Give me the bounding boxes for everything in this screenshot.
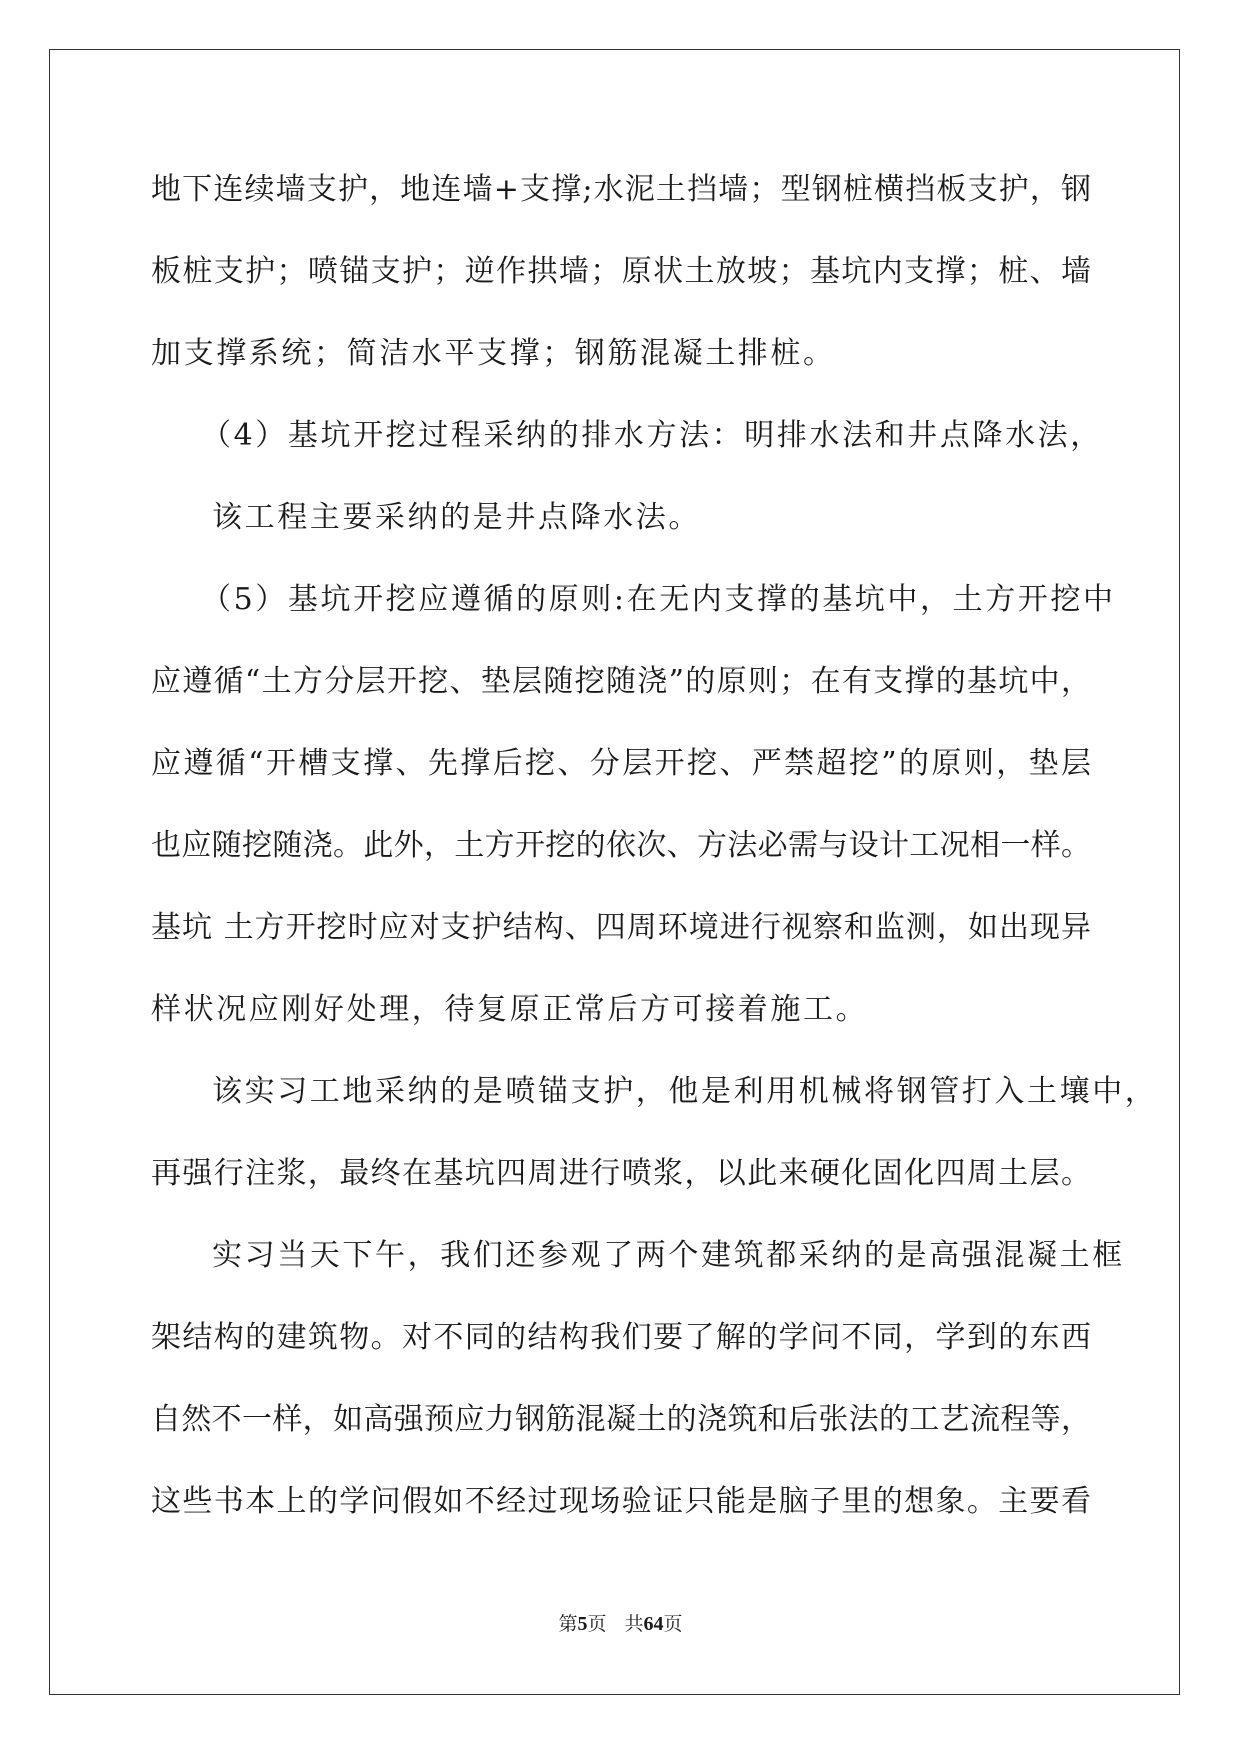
text-line: 该工程主要采纳的是井点降水法。 (212, 500, 701, 535)
text-line: 自然不一样，如高强预应力钢筋混凝土的浇筑和后张法的工艺流程等， (151, 1402, 1091, 1437)
text-line: 再强行注浆，最终在基坑四周进行喷浆，以此来硬化固化四周土层。 (151, 1156, 1091, 1191)
text-line: 这些书本上的学问假如不经过现场验证只能是脑子里的想象。主要看 (151, 1484, 1091, 1519)
text-line: 样状况应刚好处理，待复原正常后方可接着施工。 (151, 992, 869, 1027)
document-body (151, 162, 1158, 1556)
text-line: （5）基坑开挖应遵循的原则:在无内支撑的基坑中，土方开挖中 (201, 582, 1116, 617)
total-prefix: 共 (624, 1613, 644, 1635)
page-prefix: 第 (558, 1613, 578, 1635)
total-pages: 64 (643, 1613, 664, 1635)
text-line: 板桩支护；喷锚支护；逆作拱墙；原状土放坡；基坑内支撑；桩、墙 (151, 254, 1091, 289)
page-number: 5 (577, 1613, 588, 1635)
text-line: 基坑 土方开挖时应对支护结构、四周环境进行视察和监测，如出现异 (151, 910, 1091, 945)
text-line: 也应随挖随浇。此外，土方开挖的依次、方法必需与设计工况相一样。 (151, 828, 1091, 863)
total-suffix: 页 (663, 1613, 683, 1635)
text-line: （4）基坑开挖过程采纳的排水方法：明排水法和井点降水法， (201, 418, 1103, 453)
text-line: 应遵循“开槽支撑、先撑后挖、分层开挖、严禁超挖”的原则，垫层 (151, 746, 1091, 781)
text-line: 架结构的建筑物。对不同的结构我们要了解的学问不同，学到的东西 (151, 1320, 1091, 1355)
text-line: 加支撑系统；简洁水平支撑；钢筋混凝土排桩。 (151, 336, 836, 371)
text-line: 应遵循“土方分层开挖、垫层随挖随浇”的原则；在有支撑的基坑中， (151, 664, 1091, 699)
page-suffix: 页 (587, 1613, 607, 1635)
text-line: 实习当天下午，我们还参观了两个建筑都采纳的是高强混凝土框 (212, 1238, 1125, 1273)
text-line: 该实习工地采纳的是喷锚支护，他是利用机械将钢管打入土壤中， (212, 1074, 1158, 1109)
text-line: 地下连续墙支护，地连墙+支撑;水泥土挡墙；型钢桩横挡板支护，钢 (151, 172, 1091, 207)
page-footer (0, 1609, 1241, 1636)
